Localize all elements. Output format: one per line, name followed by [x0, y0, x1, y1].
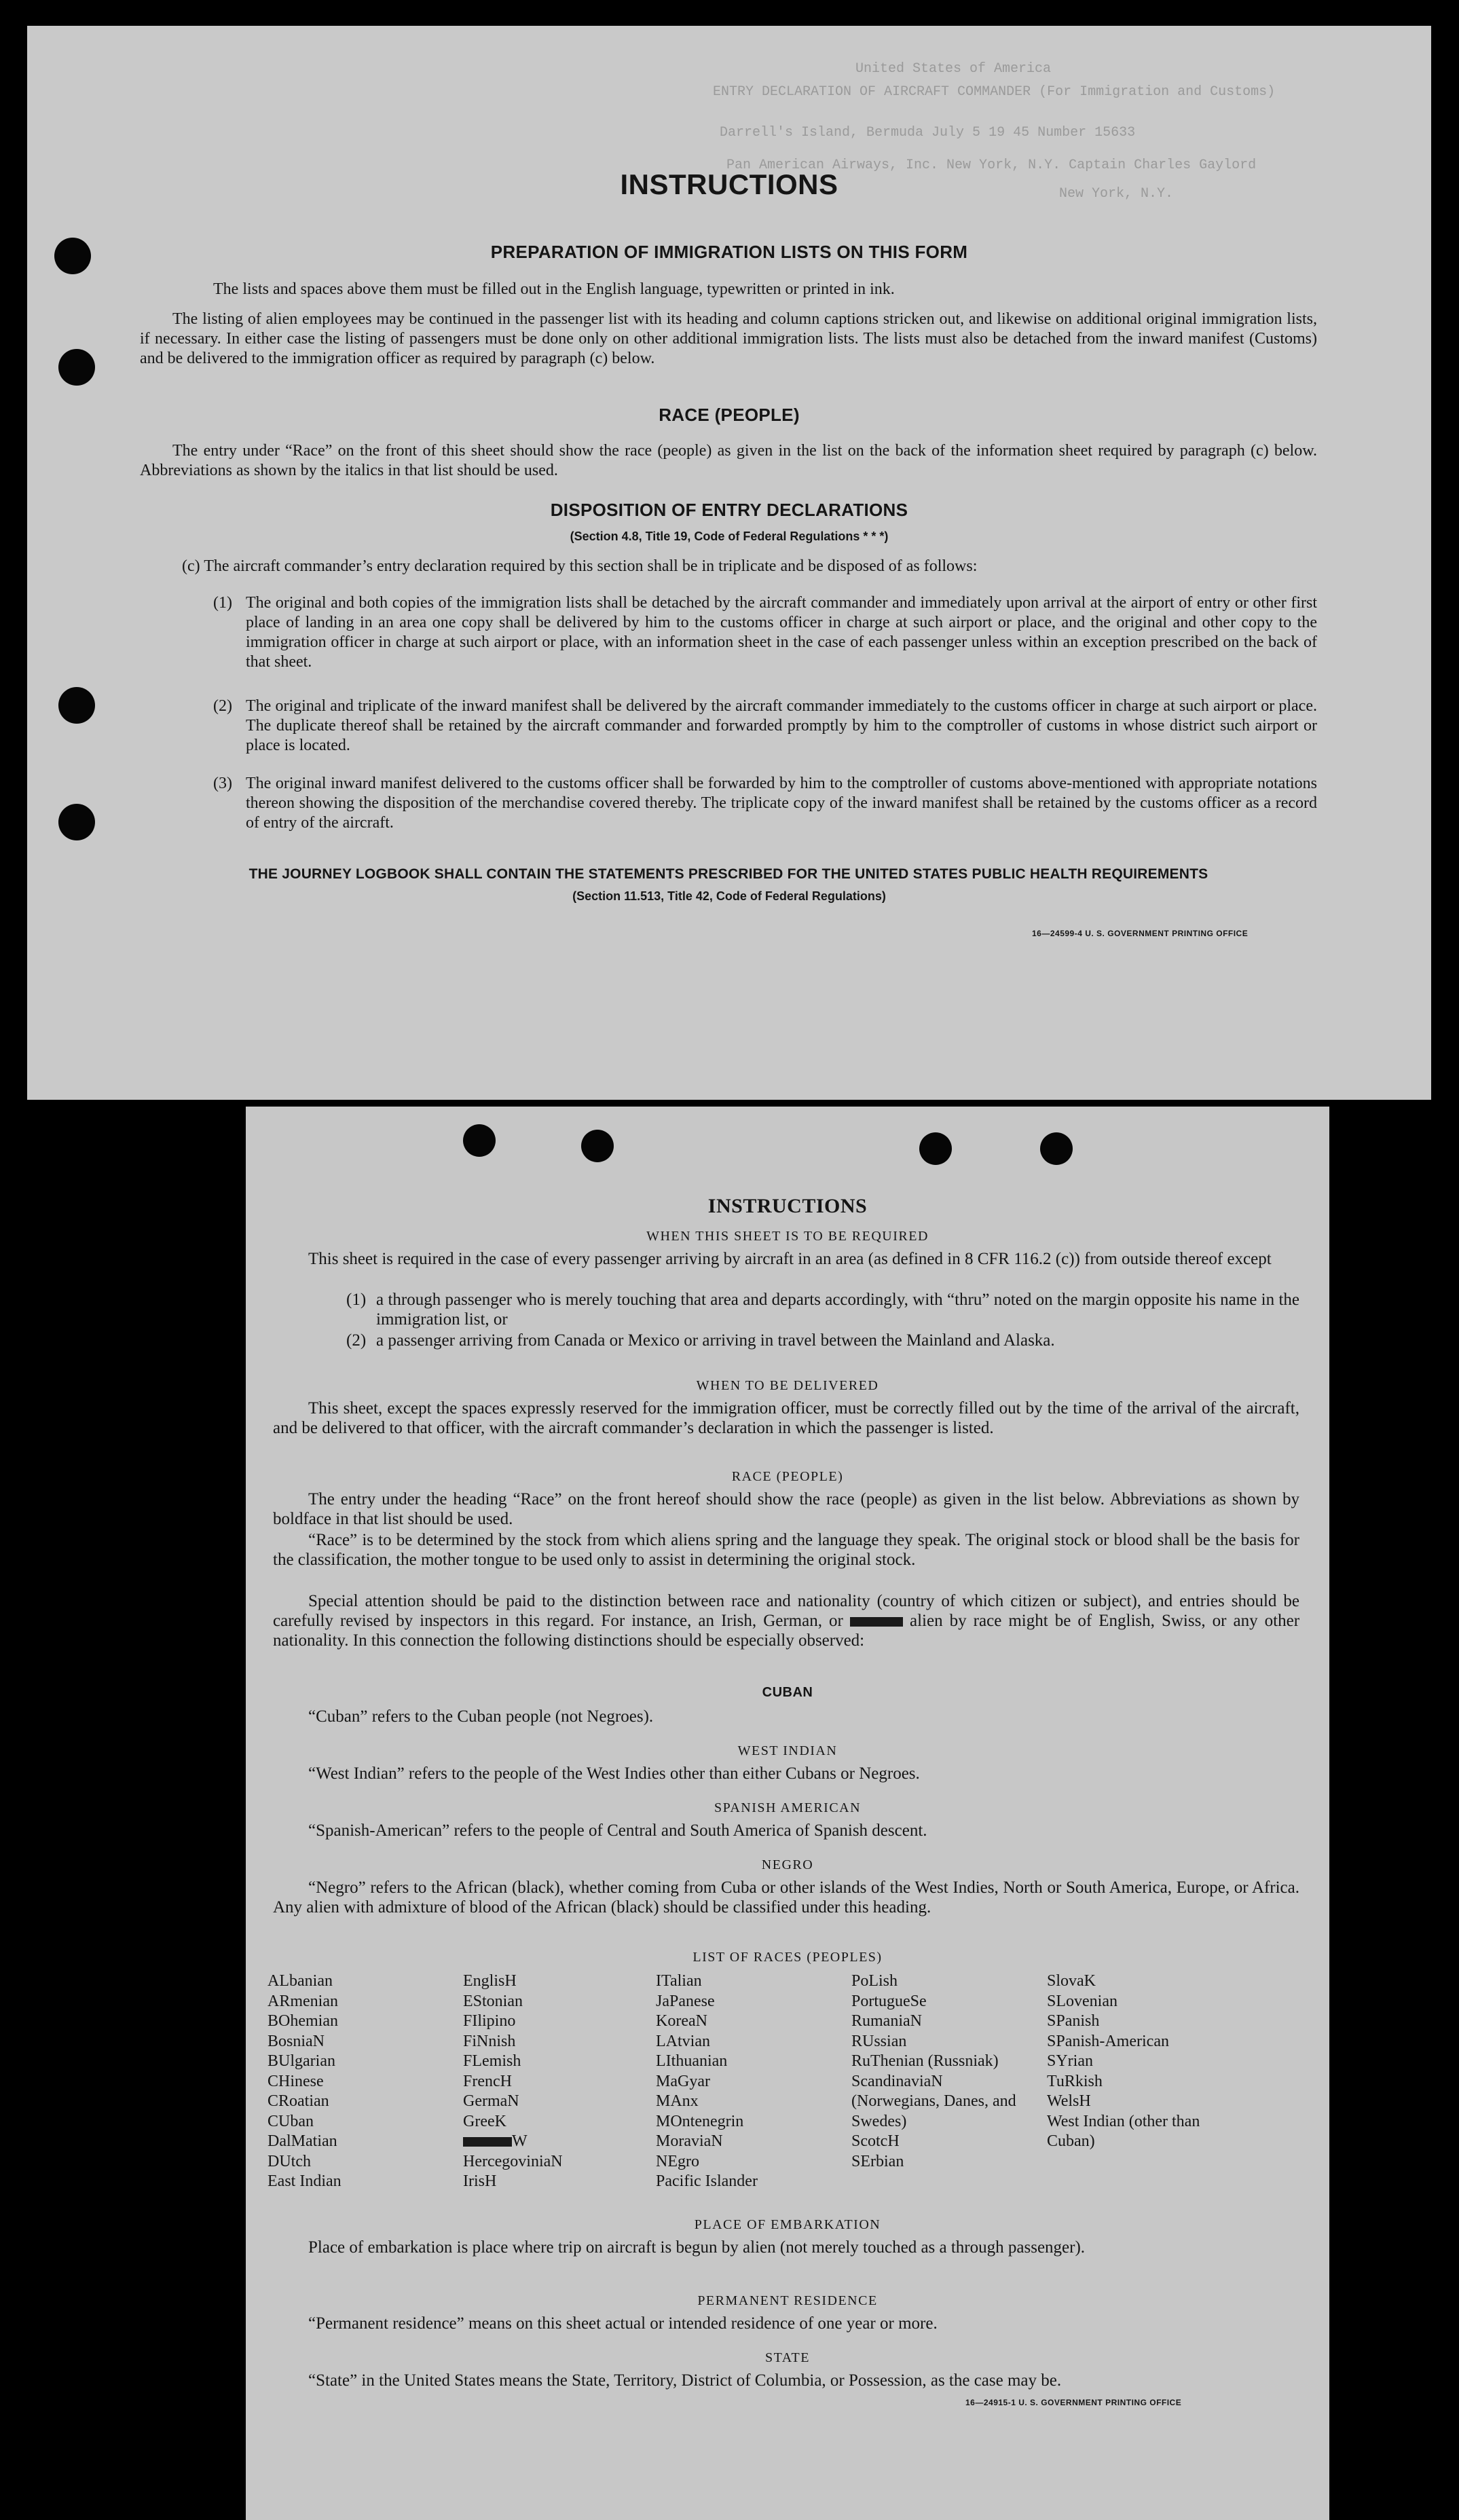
- list-item-number: (2): [346, 1331, 367, 1350]
- race-entry: TuRkish: [1047, 2072, 1103, 2090]
- list-item-number: (2): [213, 697, 232, 715]
- race-entry: LIthuanian: [656, 2052, 728, 2070]
- paragraph-cuban: “Cuban” refers to the Cuban people (not Negroes).: [308, 1707, 654, 1726]
- paragraph-race-1: The entry under the heading “Race” on the front hereof should show the race (people) as given in the list below. Abbreviations as shown by boldface in that list should be used.: [273, 1490, 1299, 1528]
- race-entry: ScandinaviaN (Norwegians, Danes, and Swedes): [851, 2072, 1016, 2130]
- section-heading-when-delivered: WHEN TO BE DELIVERED: [696, 1378, 879, 1393]
- punch-hole: [58, 349, 95, 386]
- section-heading-negro: NEGRO: [761, 1857, 814, 1872]
- race-entry: ITalian: [656, 1972, 702, 1990]
- race-paragraph-part-2: alien by race might be of English, Swiss, or any other nationality. In this connection the following distinctions should be especially observed:: [273, 1612, 1300, 1650]
- top-instruction-sheet: [27, 26, 1431, 1100]
- section-heading-cuban: CUBAN: [762, 1685, 813, 1700]
- section-heading-when-required: WHEN THIS SHEET IS TO BE REQUIRED: [646, 1229, 929, 1244]
- race-entry: ALbanian: [267, 1972, 333, 1990]
- race-entry: EnglisH: [463, 1972, 517, 1990]
- race-entry: PortugueSe: [851, 1992, 927, 2010]
- show-through-line: Pan American Airways, Inc. New York, N.Y. Captain Charles Gaylord: [726, 158, 1257, 173]
- list-item-text: The original and both copies of the immigration lists shall be detached by the aircraft commander and immediately upon arrival at the airport of entry or other first place of landing in an area one copy shall be delivered by him to the customs officer in charge at such airport or place, and the original and other copy to the immigration officer in charge at such airport or place, with an information sheet in the case of each passenger unless within an exception prescribed on the back of that sheet.: [246, 594, 1317, 671]
- paragraph-when-delivered: This sheet, except the spaces expressly reserved for the immigration officer, must be correctly filled out by the time of the arrival of the aircraft, and be delivered to that officer, with the aircraft commander’s declaration in which the passenger is listed.: [273, 1399, 1299, 1437]
- section-heading-race: RACE (PEOPLE): [731, 1469, 844, 1484]
- race-entry: LAtvian: [656, 2032, 710, 2050]
- exception-item-1: [346, 1290, 1299, 1329]
- punch-hole: [58, 804, 95, 840]
- section-heading-race: RACE (PEOPLE): [659, 405, 800, 425]
- race-entry: JaPanese: [656, 1992, 715, 2010]
- race-entry: West Indian (other than Cuban): [1047, 2112, 1200, 2150]
- section-heading-place-of-embarkation: PLACE OF EMBARKATION: [694, 2217, 881, 2232]
- race-entry: GermaN: [463, 2092, 519, 2110]
- list-item-text: The original inward manifest delivered to the customs officer shall be forwarded by him to the comptroller of customs above-mentioned with appropriate notations thereon showing the disposition of the merchandise covered thereby. The triplicate copy of the inward manifest shall be retained by the customs officer as a record of entry of the aircraft.: [246, 775, 1317, 832]
- page-title: INSTRUCTIONS: [707, 1195, 868, 1217]
- section-heading-permanent-residence: PERMANENT RESIDENCE: [697, 2293, 878, 2308]
- section-heading-state: STATE: [765, 2350, 810, 2365]
- paragraph-prep-1: The lists and spaces above them must be filled out in the English language, typewritten or printed in ink.: [213, 280, 895, 298]
- race-entry: MoraviaN: [656, 2132, 723, 2150]
- list-item-number: (1): [346, 1291, 367, 1309]
- race-entry: FiNnish: [463, 2032, 516, 2050]
- paragraph-embarkation: Place of embarkation is place where trip on aircraft is begun by alien (not merely touched as a through passenger).: [308, 2238, 1086, 2257]
- punch-hole: [463, 1124, 496, 1157]
- paragraph-race-2: “Race” is to be determined by the stock from which aliens spring and the language they speak. The original stock or blood shall be the basis for the classification, the mother tongue to be used only to assist in determining the original stock.: [273, 1531, 1299, 1569]
- race-entry: MOntenegrin: [656, 2112, 744, 2130]
- race-entry: PoLish: [851, 1972, 898, 1990]
- punch-hole: [1040, 1132, 1073, 1165]
- list-item-number: (1): [213, 594, 232, 612]
- race-entry: ARmenian: [267, 1992, 338, 2010]
- race-entry: HercegoviniaN: [463, 2152, 563, 2170]
- race-entry: MAnx: [656, 2092, 699, 2110]
- race-paragraph-part-1: Special attention should be paid to the distinction between race and nationality (country of which citizen or subject), and entries should be carefully revised by inspectors in this regard. For instance, an Irish, German, or: [273, 1592, 1299, 1630]
- paragraph-c: (c) The aircraft commander’s entry declaration required by this section shall be in triplicate and be disposed of as follows:: [182, 557, 978, 575]
- race-entry: EStonian: [463, 1992, 523, 2010]
- races-column-3: [656, 1971, 839, 2192]
- race-entry: SYrian: [1047, 2052, 1093, 2070]
- race-entry: RuThenian (Russniak): [851, 2052, 999, 2070]
- races-column-1: [267, 1971, 451, 2192]
- race-entry: DUtch: [267, 2152, 311, 2170]
- section-heading-list-of-races: LIST OF RACES (PEOPLES): [692, 1950, 883, 1965]
- race-entry-redacted: W: [463, 2132, 646, 2152]
- list-item-1: [213, 593, 1317, 672]
- race-entry: NEgro: [656, 2152, 699, 2170]
- race-entry: BosniaN: [267, 2032, 325, 2050]
- races-column-5: [1047, 1971, 1251, 2152]
- race-entry: WelsH: [1047, 2092, 1091, 2110]
- race-entry: CRoatian: [267, 2092, 329, 2110]
- bottom-instruction-sheet: [246, 1107, 1329, 2520]
- race-entry: MaGyar: [656, 2072, 710, 2090]
- redaction-mark: [850, 1617, 903, 1627]
- race-entry: GreeK: [463, 2112, 506, 2130]
- page-title: INSTRUCTIONS: [620, 168, 838, 200]
- punch-hole: [919, 1132, 952, 1165]
- races-column-2: [463, 1971, 646, 2192]
- races-column-4: [851, 1971, 1035, 2172]
- race-entry: FrencH: [463, 2072, 512, 2090]
- punch-hole: [581, 1130, 614, 1162]
- race-entry: BUlgarian: [267, 2052, 335, 2070]
- section-heading-spanish-american: SPANISH AMERICAN: [714, 1800, 862, 1815]
- paragraph-when-required: This sheet is required in the case of every passenger arriving by aircraft in an area (as defined in 8 CFR 116.2 (c)) from outside thereof except: [308, 1250, 1272, 1268]
- race-entry: RUssian: [851, 2032, 907, 2050]
- race-entry: RumaniaN: [851, 2012, 922, 2030]
- race-entry: FIlipino: [463, 2012, 516, 2030]
- race-entry: SPanish-American: [1047, 2032, 1169, 2050]
- show-through-line: ENTRY DECLARATION OF AIRCRAFT COMMANDER (For Immigration and Customs): [713, 84, 1276, 100]
- show-through-line: Darrell's Island, Bermuda July 5 19 45 Number 15633: [720, 125, 1136, 141]
- race-entry: SPanish: [1047, 2012, 1100, 2030]
- race-entry: KoreaN: [656, 2012, 707, 2030]
- list-item-text: The original and triplicate of the inward manifest shall be delivered by the aircraft commander immediately to the customs officer in charge at such airport or place. The duplicate thereof shall be retained by the aircraft commander and forwarded promptly by him to the comptroller of customs in whose district such airport or place is located.: [246, 697, 1317, 754]
- logbook-citation: (Section 11.513, Title 42, Code of Federal Regulations): [572, 889, 886, 903]
- list-item-number: (3): [213, 775, 232, 792]
- race-entry: IrisH: [463, 2172, 497, 2190]
- exception-item-2: [346, 1331, 1299, 1350]
- race-entry: SlovaK: [1047, 1972, 1096, 1990]
- redaction-mark: [463, 2137, 512, 2147]
- printing-office-code: 16—24915-1 U. S. GOVERNMENT PRINTING OFFICE: [965, 2398, 1182, 2407]
- race-entry: SLovenian: [1047, 1992, 1118, 2010]
- punch-hole: [58, 687, 95, 724]
- logbook-statement: THE JOURNEY LOGBOOK SHALL CONTAIN THE STATEMENTS PRESCRIBED FOR THE UNITED STATES PUBLIC HEALTH REQUIREMENTS: [248, 866, 1208, 882]
- race-entry: FLemish: [463, 2052, 521, 2070]
- list-item-text: a passenger arriving from Canada or Mexico or arriving in travel between the Mainland and Alaska.: [376, 1331, 1055, 1350]
- section-heading-preparation: PREPARATION OF IMMIGRATION LISTS ON THIS FORM: [490, 242, 968, 262]
- show-through-line: United States of America: [855, 61, 1052, 77]
- race-entry: ScotcH: [851, 2132, 900, 2150]
- paragraph-permanent-residence: “Permanent residence” means on this sheet actual or intended residence of one year or more.: [308, 2314, 938, 2333]
- section-heading-disposition: DISPOSITION OF ENTRY DECLARATIONS: [550, 500, 908, 520]
- race-entry: DalMatian: [267, 2132, 337, 2150]
- list-item-text: a through passenger who is merely touching that area and departs accordingly, with “thru” noted on the margin opposite his name in the immigration list, or: [376, 1291, 1299, 1329]
- paragraph-prep-2: The listing of alien employees may be continued in the passenger list with its heading and column captions stricken out, and likewise on additional original immigration lists, if necessary. In either case the listing of passengers must be done only on other additional immigration lists. The lists must also be detached from the inward manifest (Customs) and be delivered to the immigration officer as required by paragraph (c) below.: [140, 310, 1317, 367]
- paragraph-state: “State” in the United States means the State, Territory, District of Columbia, or Possession, as the case may be.: [308, 2371, 1062, 2390]
- paragraph-negro: “Negro” refers to the African (black), whether coming from Cuba or other islands of the West Indies, North or South America, Europe, or Africa. Any alien with admixture of blood of the African (black) should be classified under this heading.: [273, 1878, 1299, 1916]
- paragraph-west-indian: “West Indian” refers to the people of the West Indies other than either Cubans or Negroes.: [308, 1764, 920, 1783]
- race-entry: CUban: [267, 2112, 314, 2130]
- race-entry: BOhemian: [267, 2012, 338, 2030]
- section-heading-west-indian: WEST INDIAN: [737, 1743, 838, 1758]
- list-item-3: [213, 774, 1317, 833]
- list-item-2: [213, 697, 1317, 756]
- printing-office-code: 16—24599-4 U. S. GOVERNMENT PRINTING OFFICE: [1032, 929, 1249, 938]
- race-entry: East Indian: [267, 2172, 341, 2190]
- race-entry: SErbian: [851, 2152, 904, 2170]
- paragraph-race-3: [273, 1591, 1299, 1650]
- show-through-line: New York, N.Y.: [1059, 186, 1174, 202]
- paragraph-race: The entry under “Race” on the front of this sheet should show the race (people) as given in the list on the back of the information sheet required by paragraph (c) below. Abbreviations as shown by the italics in that list should be used.: [140, 442, 1317, 479]
- race-entry: Pacific Islander: [656, 2172, 758, 2190]
- race-entry: CHinese: [267, 2072, 324, 2090]
- paragraph-spanish-american: “Spanish-American” refers to the people of Central and South America of Spanish descent.: [308, 1821, 927, 1840]
- disposition-citation: (Section 4.8, Title 19, Code of Federal Regulations * * *): [570, 530, 889, 543]
